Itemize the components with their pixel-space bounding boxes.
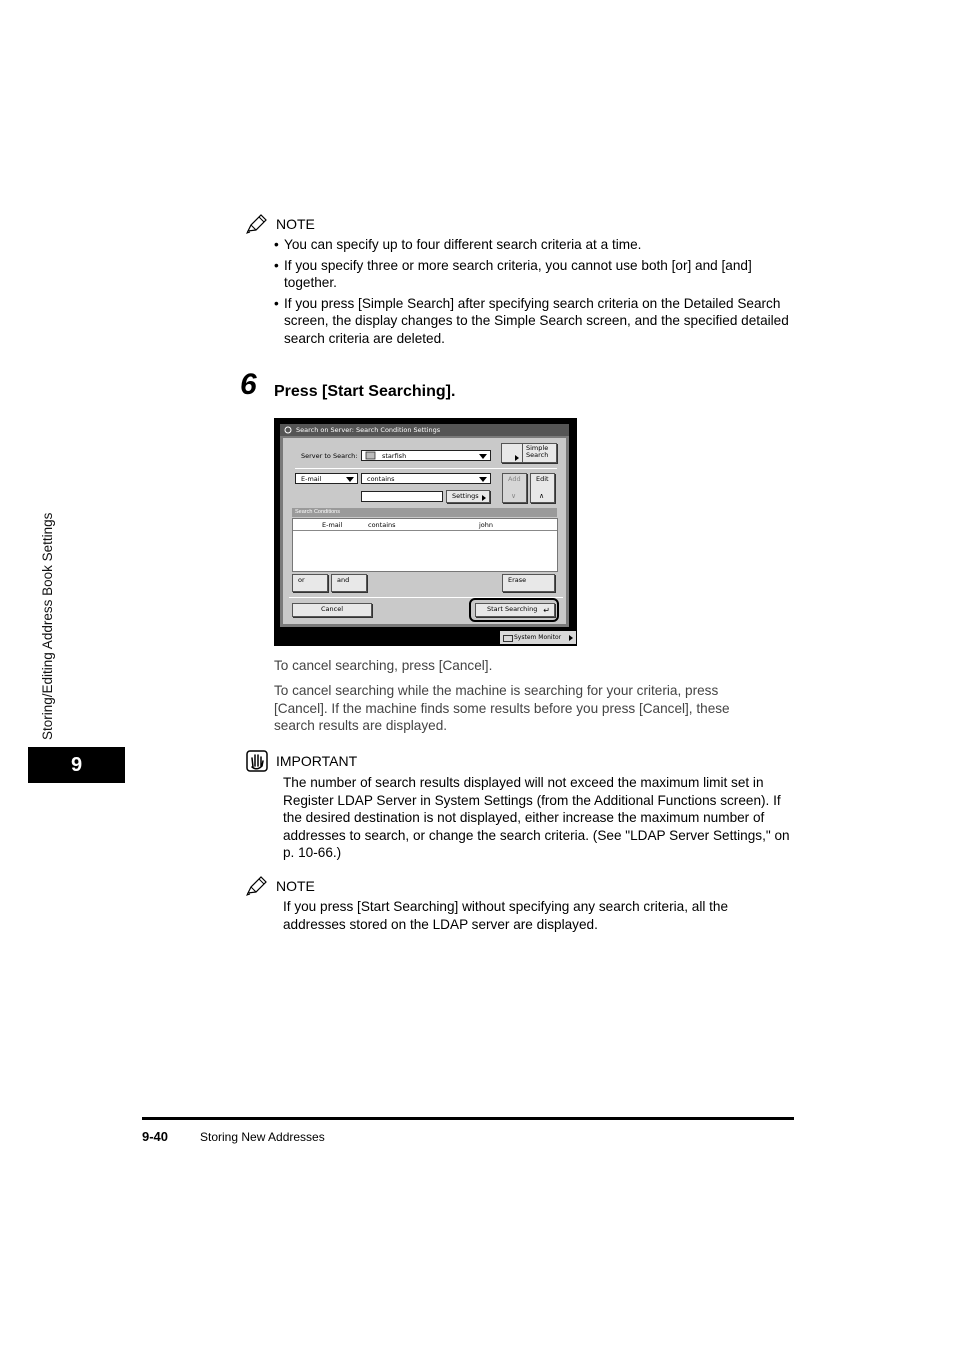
cancel-instruction: To cancel searching, press [Cancel].: [274, 658, 493, 673]
step-title: Press [Start Searching].: [274, 383, 456, 400]
server-icon: [365, 451, 377, 460]
edit-button[interactable]: [530, 473, 555, 503]
important-text: The number of search results displayed will not exceed the maximum limit set in Register LDAP Server in System Settings (from the Additional Functions screen). If the desired destination is not displayed, either increase the maximum number of addresses to search, or change the search criteria. (See "LDAP Server Settings," on p. 10-66.): [283, 775, 790, 860]
important-label: IMPORTANT: [276, 753, 358, 769]
pencil-note-icon: [246, 876, 268, 896]
note-heading-2: [246, 876, 315, 896]
simple-search-button[interactable]: [501, 443, 557, 463]
condition-value: contains: [367, 475, 395, 483]
pencil-note-icon: [246, 214, 268, 234]
footer-rule: [142, 1117, 794, 1120]
settings-button[interactable]: [446, 490, 490, 503]
chevron-down-icon: [479, 477, 487, 482]
search-conditions-label: Search Conditions: [295, 509, 340, 515]
chevron-down-icon: ∨: [511, 492, 517, 500]
important-heading: [246, 750, 357, 772]
simple-search-label: Simple Search: [526, 444, 549, 459]
row-attribute: E-mail: [322, 521, 343, 529]
chevron-down-icon: [479, 454, 487, 459]
screen-title: Search on Server: Search Condition Settings: [296, 426, 441, 434]
list-item: • If you specify three or more search criteria, you cannot use both [or] and [and] together.: [274, 257, 794, 292]
enter-icon: ↵: [543, 606, 550, 615]
and-button[interactable]: [331, 574, 367, 592]
edit-label: Edit: [536, 475, 549, 483]
cancel-button[interactable]: [292, 603, 372, 617]
search-value-input[interactable]: [361, 491, 443, 502]
arrow-right-icon: [515, 455, 519, 461]
cancel-label: Cancel: [321, 605, 344, 613]
chevron-down-icon: [346, 477, 354, 482]
condition-dropdown[interactable]: [361, 473, 491, 484]
search-conditions-header: [292, 508, 557, 517]
table-row[interactable]: [293, 519, 557, 531]
screen-frame: [280, 424, 569, 627]
attribute-value: E-mail: [301, 475, 322, 483]
erase-button[interactable]: [502, 574, 555, 592]
screen-status-bar: [274, 629, 577, 646]
hand-stop-icon: [246, 750, 268, 772]
step-number: 6: [240, 368, 257, 401]
divider: [295, 468, 557, 469]
erase-label: Erase: [508, 576, 527, 584]
monitor-icon: [503, 635, 513, 642]
screen-title-bar: [280, 424, 569, 436]
note-label: NOTE: [276, 878, 315, 894]
cancel-while-searching-text: To cancel searching while the machine is searching for your criteria, press [Cancel]. If the machine finds some results before you press [Cancel], these search results are displayed.: [274, 683, 730, 733]
row-condition: contains: [368, 521, 396, 529]
server-dropdown[interactable]: [361, 450, 491, 461]
page-number: 9-40: [142, 1129, 169, 1144]
chapter-side-title: Storing/Editing Address Book Settings: [40, 512, 55, 740]
or-button[interactable]: [292, 574, 328, 592]
server-value: starfish: [382, 452, 407, 460]
device-screen-figure: [274, 418, 577, 646]
list-item: • You can specify up to four different search criteria at a time.: [274, 236, 794, 254]
note-bullet-list: [274, 236, 794, 350]
add-label: Add: [508, 475, 521, 483]
or-label: or: [298, 576, 305, 584]
note-2-text: If you press [Start Searching] without specifying any search criteria, all the addresses stored on the LDAP server are displayed.: [283, 899, 729, 932]
add-button[interactable]: [502, 473, 527, 503]
screen-body: [283, 438, 566, 624]
system-monitor-label: System Monitor: [514, 634, 562, 641]
and-label: and: [337, 576, 350, 584]
conditions-table: [292, 518, 558, 572]
search-server-icon: [284, 426, 292, 434]
start-searching-label: Start Searching: [487, 605, 538, 613]
row-value: john: [479, 521, 494, 529]
system-monitor-button[interactable]: [500, 631, 576, 644]
server-label: Server to Search:: [301, 452, 358, 460]
start-searching-button[interactable]: [475, 603, 555, 617]
chevron-up-icon: ∧: [539, 492, 545, 500]
attribute-dropdown[interactable]: [295, 473, 358, 484]
arrow-right-icon: [482, 495, 486, 501]
chapter-number-tab: 9: [28, 747, 125, 783]
footer-section-title: Storing New Addresses: [200, 1130, 325, 1144]
list-item: • If you press [Simple Search] after specifying search criteria on the Detailed Search screen, the display changes to the Simple Search screen, and the specified detailed search criteria are deleted.: [274, 295, 794, 348]
note-label: NOTE: [276, 216, 315, 232]
arrow-right-icon: [569, 635, 573, 641]
note-heading-1: [246, 214, 315, 234]
settings-label: Settings: [452, 492, 479, 500]
